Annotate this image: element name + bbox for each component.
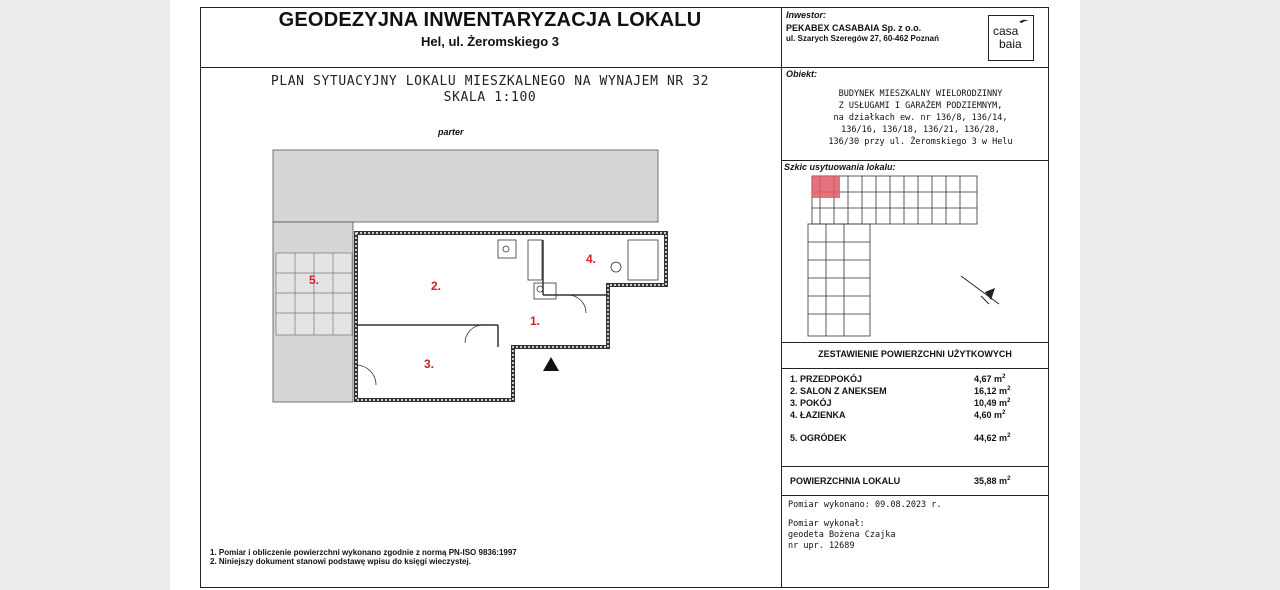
area-value: 10,49 <box>974 398 997 408</box>
area-row <box>790 398 1030 410</box>
object-divider <box>781 160 1049 161</box>
room-label-4: 4. <box>586 252 597 266</box>
area-name: 4. ŁAZIENKA <box>790 410 846 420</box>
terrace-area <box>273 150 658 222</box>
investor-name: PEKABEX CASABAIA Sp. z o.o. <box>786 23 922 33</box>
object-line: 136/16, 136/18, 136/21, 136/28, <box>841 125 1000 135</box>
area-unit: m <box>994 374 1003 384</box>
area-value: 44,62 <box>974 433 997 443</box>
interior-walls <box>356 240 608 347</box>
plan-scale: SKALA 1:100 <box>443 90 537 105</box>
area-name: 2. SALON Z ANEKSEM <box>790 386 887 396</box>
area-unit: m <box>999 476 1008 486</box>
object-label: Obiekt: <box>786 69 818 79</box>
area-unit-sup: 2 <box>1002 410 1006 416</box>
room-label-1: 1. <box>530 314 541 328</box>
total-area-value: 35,88 <box>974 476 997 486</box>
area-value: 4,60 <box>974 410 992 420</box>
investor-address: ul. Szarych Szeregów 27, 60-462 Poznań <box>786 34 939 43</box>
floor-plan-drawing <box>268 145 668 410</box>
survey-author-label: Pomiar wykonał: <box>788 519 865 529</box>
sketch-label: Szkic usytuowania lokalu: <box>784 162 896 172</box>
note-2: 2. Niniejszy dokument stanowi podstawę wpisu do księgi wieczystej. <box>210 557 471 566</box>
room-label-3: 3. <box>424 357 435 371</box>
area-unit-sup: 2 <box>1007 433 1011 439</box>
document-address: Hel, ul. Żeromskiego 3 <box>421 34 559 49</box>
areas-heading: ZESTAWIENIE POWIERZCHNI UŻYTKOWYCH <box>818 349 1012 359</box>
casabaia-logo <box>988 15 1034 61</box>
investor-label: Inwestor: <box>786 10 827 20</box>
area-name: 1. PRZEDPOKÓJ <box>790 374 863 384</box>
area-unit-sup: 2 <box>1002 374 1006 380</box>
area-unit-sup: 2 <box>1007 398 1011 404</box>
total-area-row <box>790 476 1030 488</box>
room-label-2: 2. <box>431 279 442 293</box>
total-divider <box>781 495 1049 496</box>
survey-author <box>788 519 895 552</box>
north-arrow-icon <box>955 270 1005 310</box>
area-name: 5. OGRÓDEK <box>790 433 847 443</box>
room-label-5: 5. <box>309 273 320 287</box>
survey-date: Pomiar wykonano: 09.08.2023 r. <box>788 500 942 510</box>
survey-author-name: geodeta Bożena Czajka <box>788 530 896 540</box>
header-divider <box>200 67 1049 68</box>
note-1: 1. Pomiar i obliczenie powierzchni wykonano zgodnie z normą PN-ISO 9836:1997 <box>210 548 517 557</box>
area-row <box>790 410 1030 422</box>
object-line: BUDYNEK MIESZKALNY WIELORODZINNY <box>838 89 1003 99</box>
unit-highlight <box>812 176 840 198</box>
sketch-divider <box>781 342 1049 343</box>
kitchen-fixtures <box>498 240 658 299</box>
object-line: 136/30 przy ul. Żeromskiego 3 w Helu <box>828 137 1013 147</box>
area-row <box>790 374 1030 386</box>
object-line: na działkach ew. nr 136/8, 136/14, <box>833 113 1008 123</box>
plan-title <box>200 74 780 106</box>
object-description <box>808 88 1033 148</box>
area-unit: m <box>999 398 1008 408</box>
building-location-sketch <box>800 172 1000 342</box>
notes <box>210 548 517 566</box>
area-unit: m <box>999 433 1008 443</box>
area-value: 4,67 <box>974 374 992 384</box>
object-line: Z USŁUGAMI I GARAŻEM PODZIEMNYM, <box>838 101 1003 111</box>
garden-tiles <box>276 253 352 335</box>
plan-title-line1: PLAN SYTUACYJNY LOKALU MIESZKALNEGO NA WYNAJEM NR 32 <box>270 74 710 89</box>
area-unit: m <box>999 386 1008 396</box>
logo-text-casa: casa <box>993 24 1019 38</box>
area-row <box>790 386 1030 398</box>
survey-license: nr upr. 12689 <box>788 541 855 551</box>
document-title: GEODEZYJNA INWENTARYZACJA LOKALU <box>278 9 702 31</box>
floor-label: parter <box>438 127 464 137</box>
area-unit-sup: 2 <box>1007 476 1011 482</box>
area-unit: m <box>994 410 1003 420</box>
area-value: 16,12 <box>974 386 997 396</box>
area-unit-sup: 2 <box>1007 386 1011 392</box>
area-name: 3. POKÓJ <box>790 398 832 408</box>
column-divider <box>781 7 782 588</box>
areas-divider <box>781 466 1049 467</box>
area-row <box>790 433 1030 445</box>
total-area-label: POWIERZCHNIA LOKALU <box>790 476 901 486</box>
entrance-arrow-icon <box>542 356 560 372</box>
logo-text-baia: baia <box>999 37 1022 51</box>
areas-heading-divider <box>781 368 1049 369</box>
